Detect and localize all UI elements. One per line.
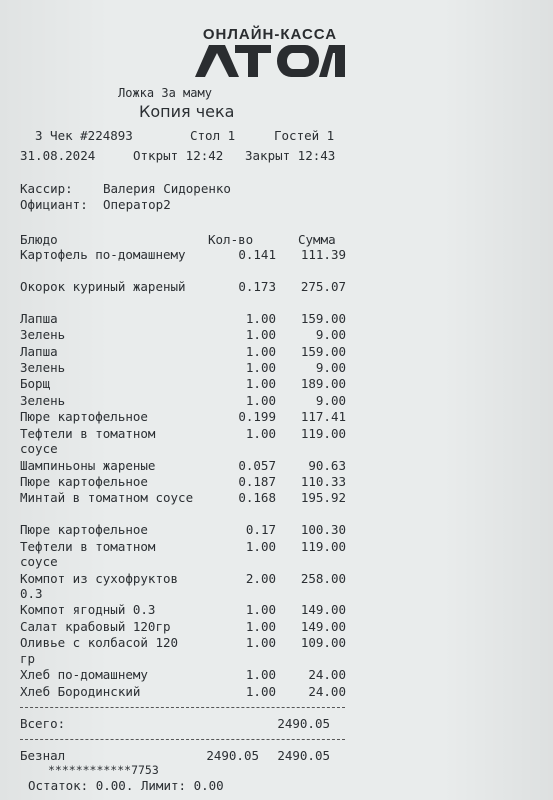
list-item (20, 409, 350, 425)
item-qty: 1.00 (245, 635, 276, 651)
list-item (20, 458, 350, 474)
item-sum: 9.00 (315, 327, 346, 343)
item-name: Тефтели в томатном соусе (20, 538, 156, 570)
item-sum: 149.00 (300, 602, 346, 618)
store-name: Ложка За маму (118, 86, 212, 100)
item-name: Минтай в томатном соусе (20, 490, 194, 506)
item-sum: 110.33 (300, 473, 346, 489)
item-qty: 0.173 (238, 278, 276, 294)
opened-time: Открыт 12:42 (133, 148, 224, 163)
list-item (20, 635, 350, 666)
item-sum: 111.39 (300, 247, 346, 262)
item-qty: 1.00 (245, 602, 276, 618)
list-item (20, 327, 350, 343)
item-name: Оливье с колбасой 120 гр (20, 635, 179, 666)
item-qty: 2.00 (245, 570, 276, 586)
item-name: Компот ягодный 0.3 (20, 602, 156, 618)
check-date: 31.08.2024 (20, 148, 96, 163)
item-name: Картофель по-домашнему (20, 247, 186, 262)
card-number: ************7753 (48, 763, 159, 777)
payment-sum: 2490.05 (277, 748, 330, 763)
list-item (20, 684, 350, 700)
list-item (20, 619, 350, 635)
list-item (20, 571, 350, 602)
item-name: Лапша (20, 343, 58, 359)
item-qty: 1.00 (245, 392, 276, 408)
guests-count: Гостей 1 (274, 128, 335, 143)
item-sum: 149.00 (300, 618, 346, 634)
item-sum: 100.30 (300, 522, 346, 538)
closed-time: Закрыт 12:43 (245, 148, 336, 163)
item-sum: 9.00 (315, 360, 346, 375)
item-qty: 1.00 (245, 327, 276, 343)
list-item (20, 247, 350, 263)
cashier-label: Кассир: (20, 181, 73, 196)
check-number: 3 Чек #224893 (35, 128, 133, 143)
list-item (20, 474, 350, 490)
item-qty: 0.17 (245, 522, 276, 538)
item-sum: 119.00 (300, 425, 346, 441)
column-dish: Блюдо (20, 232, 58, 247)
item-qty: 0.187 (238, 473, 276, 489)
list-item (20, 311, 350, 327)
list-item (20, 667, 350, 683)
list-item (20, 279, 350, 295)
item-qty: 1.00 (245, 683, 276, 699)
item-qty: 1.00 (245, 667, 276, 683)
list-item (20, 522, 350, 538)
item-name: Пюре картофельное (20, 522, 148, 538)
item-sum: 159.00 (300, 310, 346, 326)
item-qty: 1.00 (245, 425, 276, 441)
list-item (20, 376, 350, 392)
list-item (20, 360, 350, 376)
item-qty: 0.141 (238, 247, 276, 262)
list-item (20, 539, 350, 570)
item-qty: 1.00 (245, 618, 276, 634)
item-name: Хлеб по-домашнему (20, 667, 148, 683)
copy-title: Копия чека (139, 102, 235, 121)
list-item (20, 490, 350, 506)
divider (20, 739, 345, 740)
list-item (20, 426, 350, 457)
item-name: Компот из сухофруктов 0.3 (20, 570, 179, 601)
item-name: Борщ (20, 376, 51, 392)
item-name: Окорок куриный жареный (20, 278, 186, 294)
payment-amount: 2490.05 (206, 748, 259, 763)
column-qty: Кол-во (208, 232, 254, 247)
divider (20, 707, 345, 708)
item-qty: 0.168 (238, 490, 276, 506)
item-sum: 24.00 (308, 667, 346, 683)
item-name: Зелень (20, 360, 66, 375)
list-item (20, 344, 350, 360)
column-sum: Сумма (298, 232, 336, 247)
item-sum: 159.00 (300, 343, 346, 359)
item-name: Лапша (20, 310, 58, 326)
item-name: Тефтели в томатном соусе (20, 425, 156, 457)
total-value: 2490.05 (277, 716, 330, 731)
item-qty: 1.00 (245, 376, 276, 392)
item-qty: 0.199 (238, 409, 276, 425)
list-item (20, 393, 350, 409)
item-sum: 90.63 (308, 457, 346, 473)
item-name: Зелень (20, 392, 66, 408)
waiter-name: Оператор2 (103, 197, 171, 212)
balance-line: Остаток: 0.00. Лимит: 0.00 (28, 778, 224, 793)
item-sum: 9.00 (315, 392, 346, 408)
item-qty: 1.00 (245, 310, 276, 326)
item-sum: 195.92 (300, 490, 346, 506)
total-label: Всего: (20, 716, 66, 731)
item-sum: 119.00 (300, 538, 346, 554)
atol-logo-icon (195, 45, 345, 77)
item-name: Салат крабовый 120гр (20, 618, 171, 634)
item-name: Хлеб Бородинский (20, 683, 141, 699)
waiter-label: Официант: (20, 197, 88, 212)
item-qty: 1.00 (245, 343, 276, 359)
item-sum: 258.00 (300, 570, 346, 586)
item-sum: 275.07 (300, 278, 346, 294)
item-name: Зелень (20, 327, 66, 343)
cashier-name: Валерия Сидоренко (103, 181, 231, 196)
brand-header (170, 26, 370, 77)
brand-caption: ОНЛАЙН-КАССА (202, 26, 338, 43)
table-number: Стол 1 (190, 128, 236, 143)
item-qty: 1.00 (245, 360, 276, 375)
list-item (20, 602, 350, 618)
item-qty: 1.00 (245, 538, 276, 554)
item-qty: 0.057 (238, 457, 276, 473)
item-sum: 24.00 (308, 683, 346, 699)
item-name: Пюре картофельное (20, 473, 148, 489)
item-sum: 117.41 (300, 409, 346, 425)
payment-label: Безнал (20, 748, 66, 763)
item-name: Шампиньоны жареные (20, 457, 156, 473)
item-sum: 109.00 (300, 635, 346, 651)
item-name: Пюре картофельное (20, 409, 148, 425)
item-sum: 189.00 (300, 376, 346, 392)
